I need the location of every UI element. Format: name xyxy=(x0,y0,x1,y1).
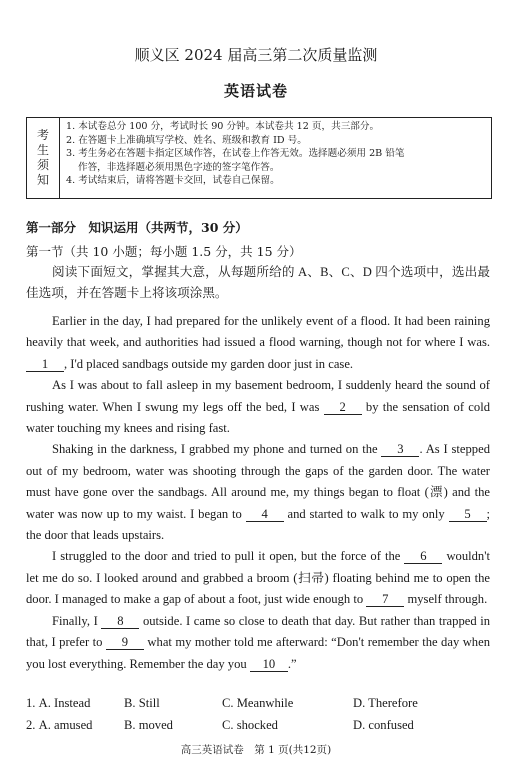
cloze-passage xyxy=(26,311,490,675)
passage-text: I struggled to the door and tried to pull it open, but the force of the xyxy=(52,549,401,564)
part-heading: 第一部分 知识运用（共两节，30 分） xyxy=(26,220,248,235)
question-number: 1. xyxy=(26,696,36,710)
passage-text: what my mother told me afterward: “Don't remember the day when you lost everything. Remember the day you xyxy=(26,635,490,671)
passage-text: Shaking in the darkness, I grabbed my phone and turned on the xyxy=(52,442,378,457)
passage-text: Finally, I xyxy=(52,613,98,628)
question-option xyxy=(26,696,124,711)
notice-item: 4. 考试结束后，请将答题卡交回，试卷自己保留。 xyxy=(66,175,280,186)
page-footer: 高三英语试卷 第 1 页(共12页) xyxy=(180,744,332,756)
passage-text: wouldn't let me do so. I looked around and grabbed a broom (扫帚) floating behind me to open the door. I managed to make a gap of about a foot, just wide enough to xyxy=(26,549,490,607)
passage-text: and started to walk to my only xyxy=(287,506,445,521)
question-option: D. Therefore xyxy=(353,696,418,710)
passage-paragraph xyxy=(26,546,490,610)
passage-text: outside. I came so close to death that day. But rather than trapped in that, I prefer to xyxy=(26,613,490,650)
notice-items xyxy=(60,118,491,198)
question-row xyxy=(26,718,490,733)
notice-label-char: 知 xyxy=(36,173,49,187)
instructions xyxy=(26,262,490,305)
notice-label-char: 生 xyxy=(36,143,49,157)
answer-blank: 3 xyxy=(381,442,419,457)
question-option: B. Still xyxy=(124,696,160,710)
answer-blank: 1 xyxy=(26,357,64,372)
answer-blank: 5 xyxy=(449,507,487,522)
answer-blank: 10 xyxy=(250,657,288,672)
passage-text: , I'd placed sandbags outside my garden door just in case. xyxy=(64,356,354,371)
passage-text: myself through. xyxy=(407,592,488,607)
answer-blank: 2 xyxy=(324,400,362,415)
section-heading: 第一节（共 10 小题；每小题 1.5 分，共 15 分） xyxy=(26,244,302,259)
answer-blank: 8 xyxy=(101,614,139,629)
answer-blank: 7 xyxy=(366,592,404,607)
exam-subtitle: 英语试卷 xyxy=(223,82,288,100)
notice-label-char: 考 xyxy=(36,128,49,142)
notice-label-char: 须 xyxy=(36,158,49,172)
answer-blank: 6 xyxy=(404,549,442,564)
exam-title: 顺义区 2024 届高三第二次质量监测 xyxy=(134,46,378,64)
notice-item: 1. 本试卷总分 100 分，考试时长 90 分钟。本试卷共 12 页，共三部分。 xyxy=(66,121,380,132)
passage-text: .” xyxy=(287,656,297,671)
notice-label xyxy=(27,118,60,198)
option-text: A. Instead xyxy=(38,696,91,710)
passage-text: As I was about to fall asleep in my basement bedroom, I suddenly heard the sound of rushing water. When I swung my legs off the bed, I was xyxy=(26,378,490,414)
question-option xyxy=(26,718,124,733)
notice-item: 3. 考生务必在答题卡指定区域作答，在试卷上作答无效。选择题必须用 2B 铅笔 xyxy=(66,148,405,159)
passage-text: Earlier in the day, I had prepared for the unlikely event of a flood. It had been raining heavily that week, and authorities had issued a flood warning, though not for where I was. xyxy=(26,314,490,350)
passage-text: by the sensation of cold water touching my knees and rising fast. xyxy=(26,399,490,436)
answer-blank: 4 xyxy=(246,507,284,522)
notice-item: 2. 在答题卡上准确填写学校、姓名、班级和教育 ID 号。 xyxy=(66,134,307,146)
notice-item: 作答，非选择题必须用黑色字迹的签字笔作答。 xyxy=(78,161,280,173)
instruction-text: 阅读下面短文，掌握其大意，从每题所给的 A、B、C、D 四个选项中，选出最佳选项，并在答题卡上将该项涂黑。 xyxy=(26,265,490,301)
passage-paragraph xyxy=(26,439,490,546)
question-option: D. confused xyxy=(353,718,414,732)
passage-text: ; the door that leads upstairs. xyxy=(26,506,491,543)
passage-paragraph xyxy=(26,311,490,375)
option-text: A. amused xyxy=(38,718,93,732)
question-option: C. Meanwhile xyxy=(222,696,294,710)
passage-text: . As I stepped out of my bedroom, water was shooting through the gaps of the garden door. The water must have gone over the sandbags. All around me, my things began to float (漂) and the water was now up to my waist. I began to xyxy=(26,442,490,521)
passage-paragraph xyxy=(26,611,490,675)
question-option: C. shocked xyxy=(222,718,278,732)
question-option: B. moved xyxy=(124,718,173,732)
question-row xyxy=(26,696,490,711)
question-number: 2. xyxy=(26,718,36,732)
answer-blank: 9 xyxy=(106,635,144,650)
exam-notice-box xyxy=(26,117,492,199)
passage-paragraph xyxy=(26,375,490,439)
